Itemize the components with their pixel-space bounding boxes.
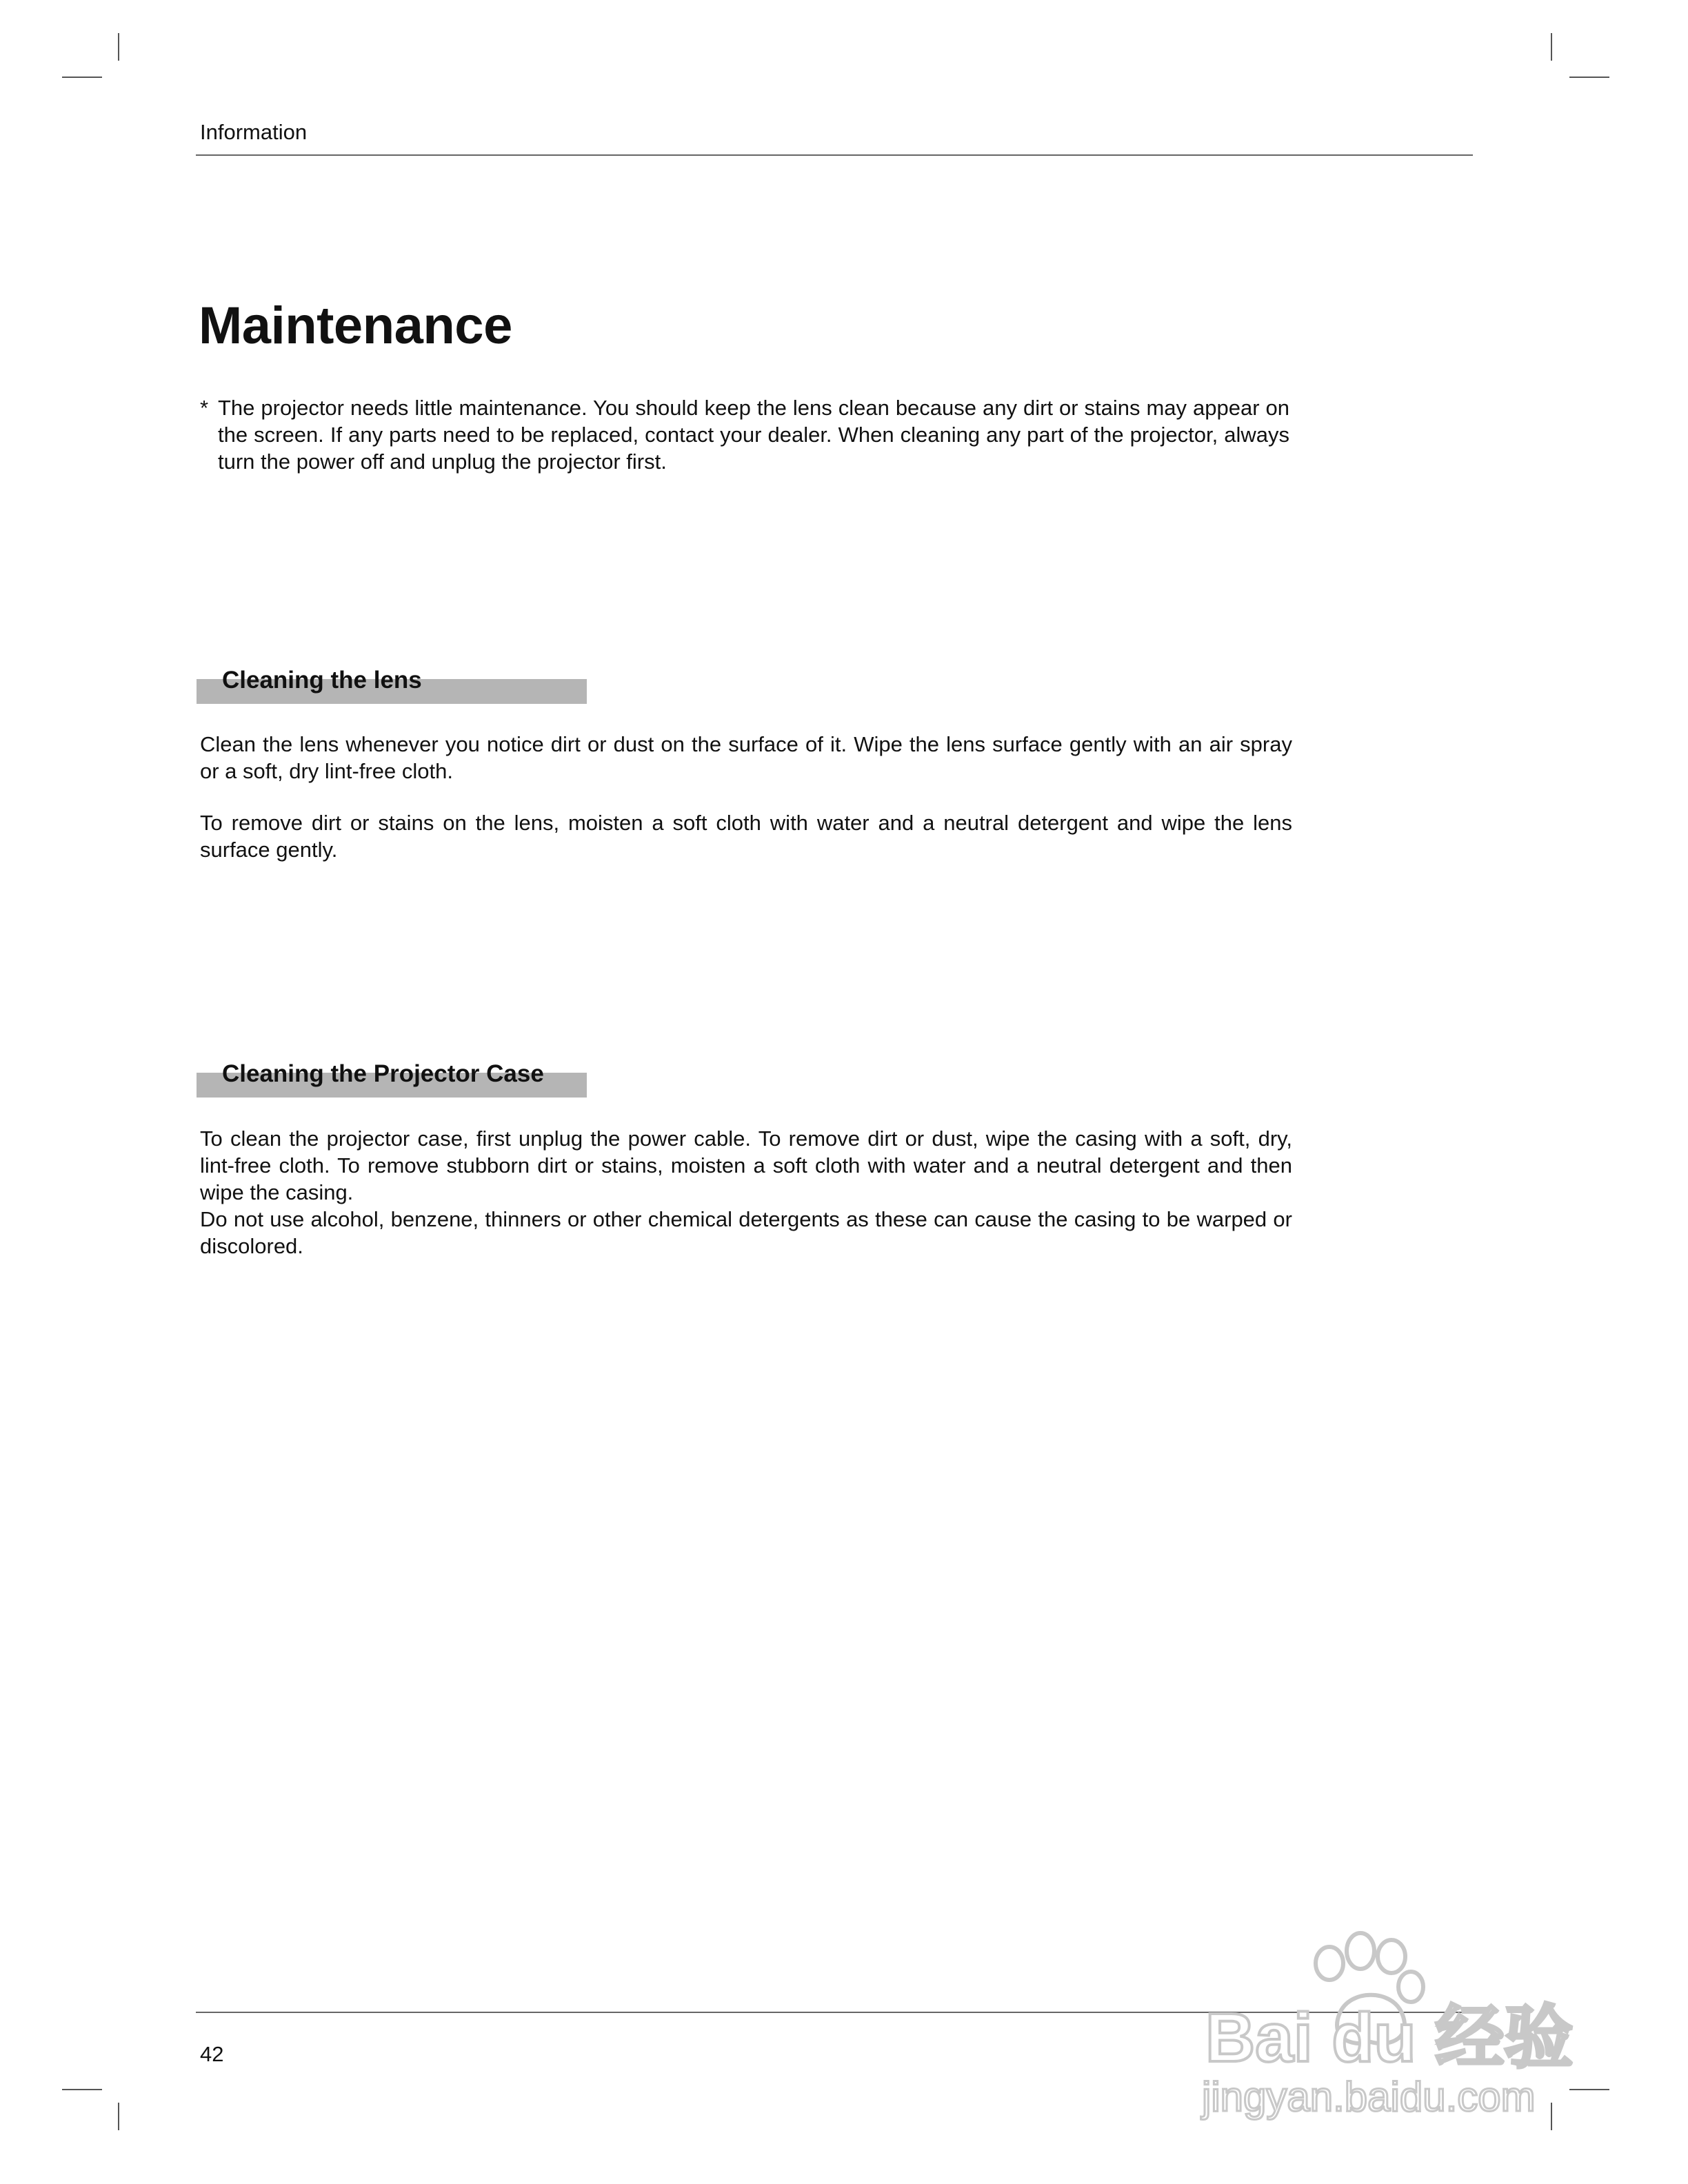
crop-mark-bottom-left-vertical — [118, 2103, 119, 2130]
section-heading-lens: Cleaning the lens — [222, 667, 422, 694]
page-number: 42 — [200, 2042, 224, 2066]
intro-note — [200, 394, 1289, 475]
watermark-url: jingyan.baidu.com — [1202, 2074, 1536, 2120]
crop-mark-bottom-left-horizontal — [62, 2089, 102, 2090]
crop-mark-top-left-vertical — [118, 33, 119, 61]
paw-print-icon — [1192, 1923, 1598, 2130]
paragraph-lens-2: To remove dirt or stains on the lens, moisten a soft cloth with water and a neutral detergent and wipe the lens surface gently. — [200, 811, 1292, 862]
paragraph-case-2: Do not use alcohol, benzene, thinners or other chemical detergents as these can cause the casing to be warped or discolored. — [200, 1207, 1292, 1258]
header-rule — [196, 154, 1473, 156]
intro-text: The projector needs little maintenance. You should keep the lens clean because any dirt or stains may appear on the screen. If any parts need to be replaced, contact your dealer. When cleaning any part of the projector, always turn the power off and unplug the projector first. — [218, 396, 1289, 474]
baidu-watermark — [1192, 1923, 1598, 2130]
crop-mark-top-left-horizontal — [62, 77, 102, 78]
watermark-brand: Bai du 经验 — [1205, 1999, 1574, 2076]
running-header: Information — [200, 120, 308, 144]
paragraph-case-1: To clean the projector case, first unplug the power cable. To remove dirt or dust, wipe the casing with a soft, dry, lint-free cloth. To remove stubborn dirt or stains, moisten a soft cloth with water and a neutral detergent and then wipe the casing. — [200, 1126, 1292, 1204]
note-bullet: * — [200, 396, 209, 420]
section-heading-case: Cleaning the Projector Case — [222, 1060, 544, 1087]
crop-mark-top-right-vertical — [1551, 33, 1552, 61]
crop-mark-top-right-horizontal — [1569, 77, 1609, 78]
page-title: Maintenance — [199, 296, 512, 355]
paragraph-lens-1: Clean the lens whenever you notice dirt or dust on the surface of it. Wipe the lens surface gently with an air spray or a soft, dry lint-free cloth. — [200, 732, 1292, 783]
